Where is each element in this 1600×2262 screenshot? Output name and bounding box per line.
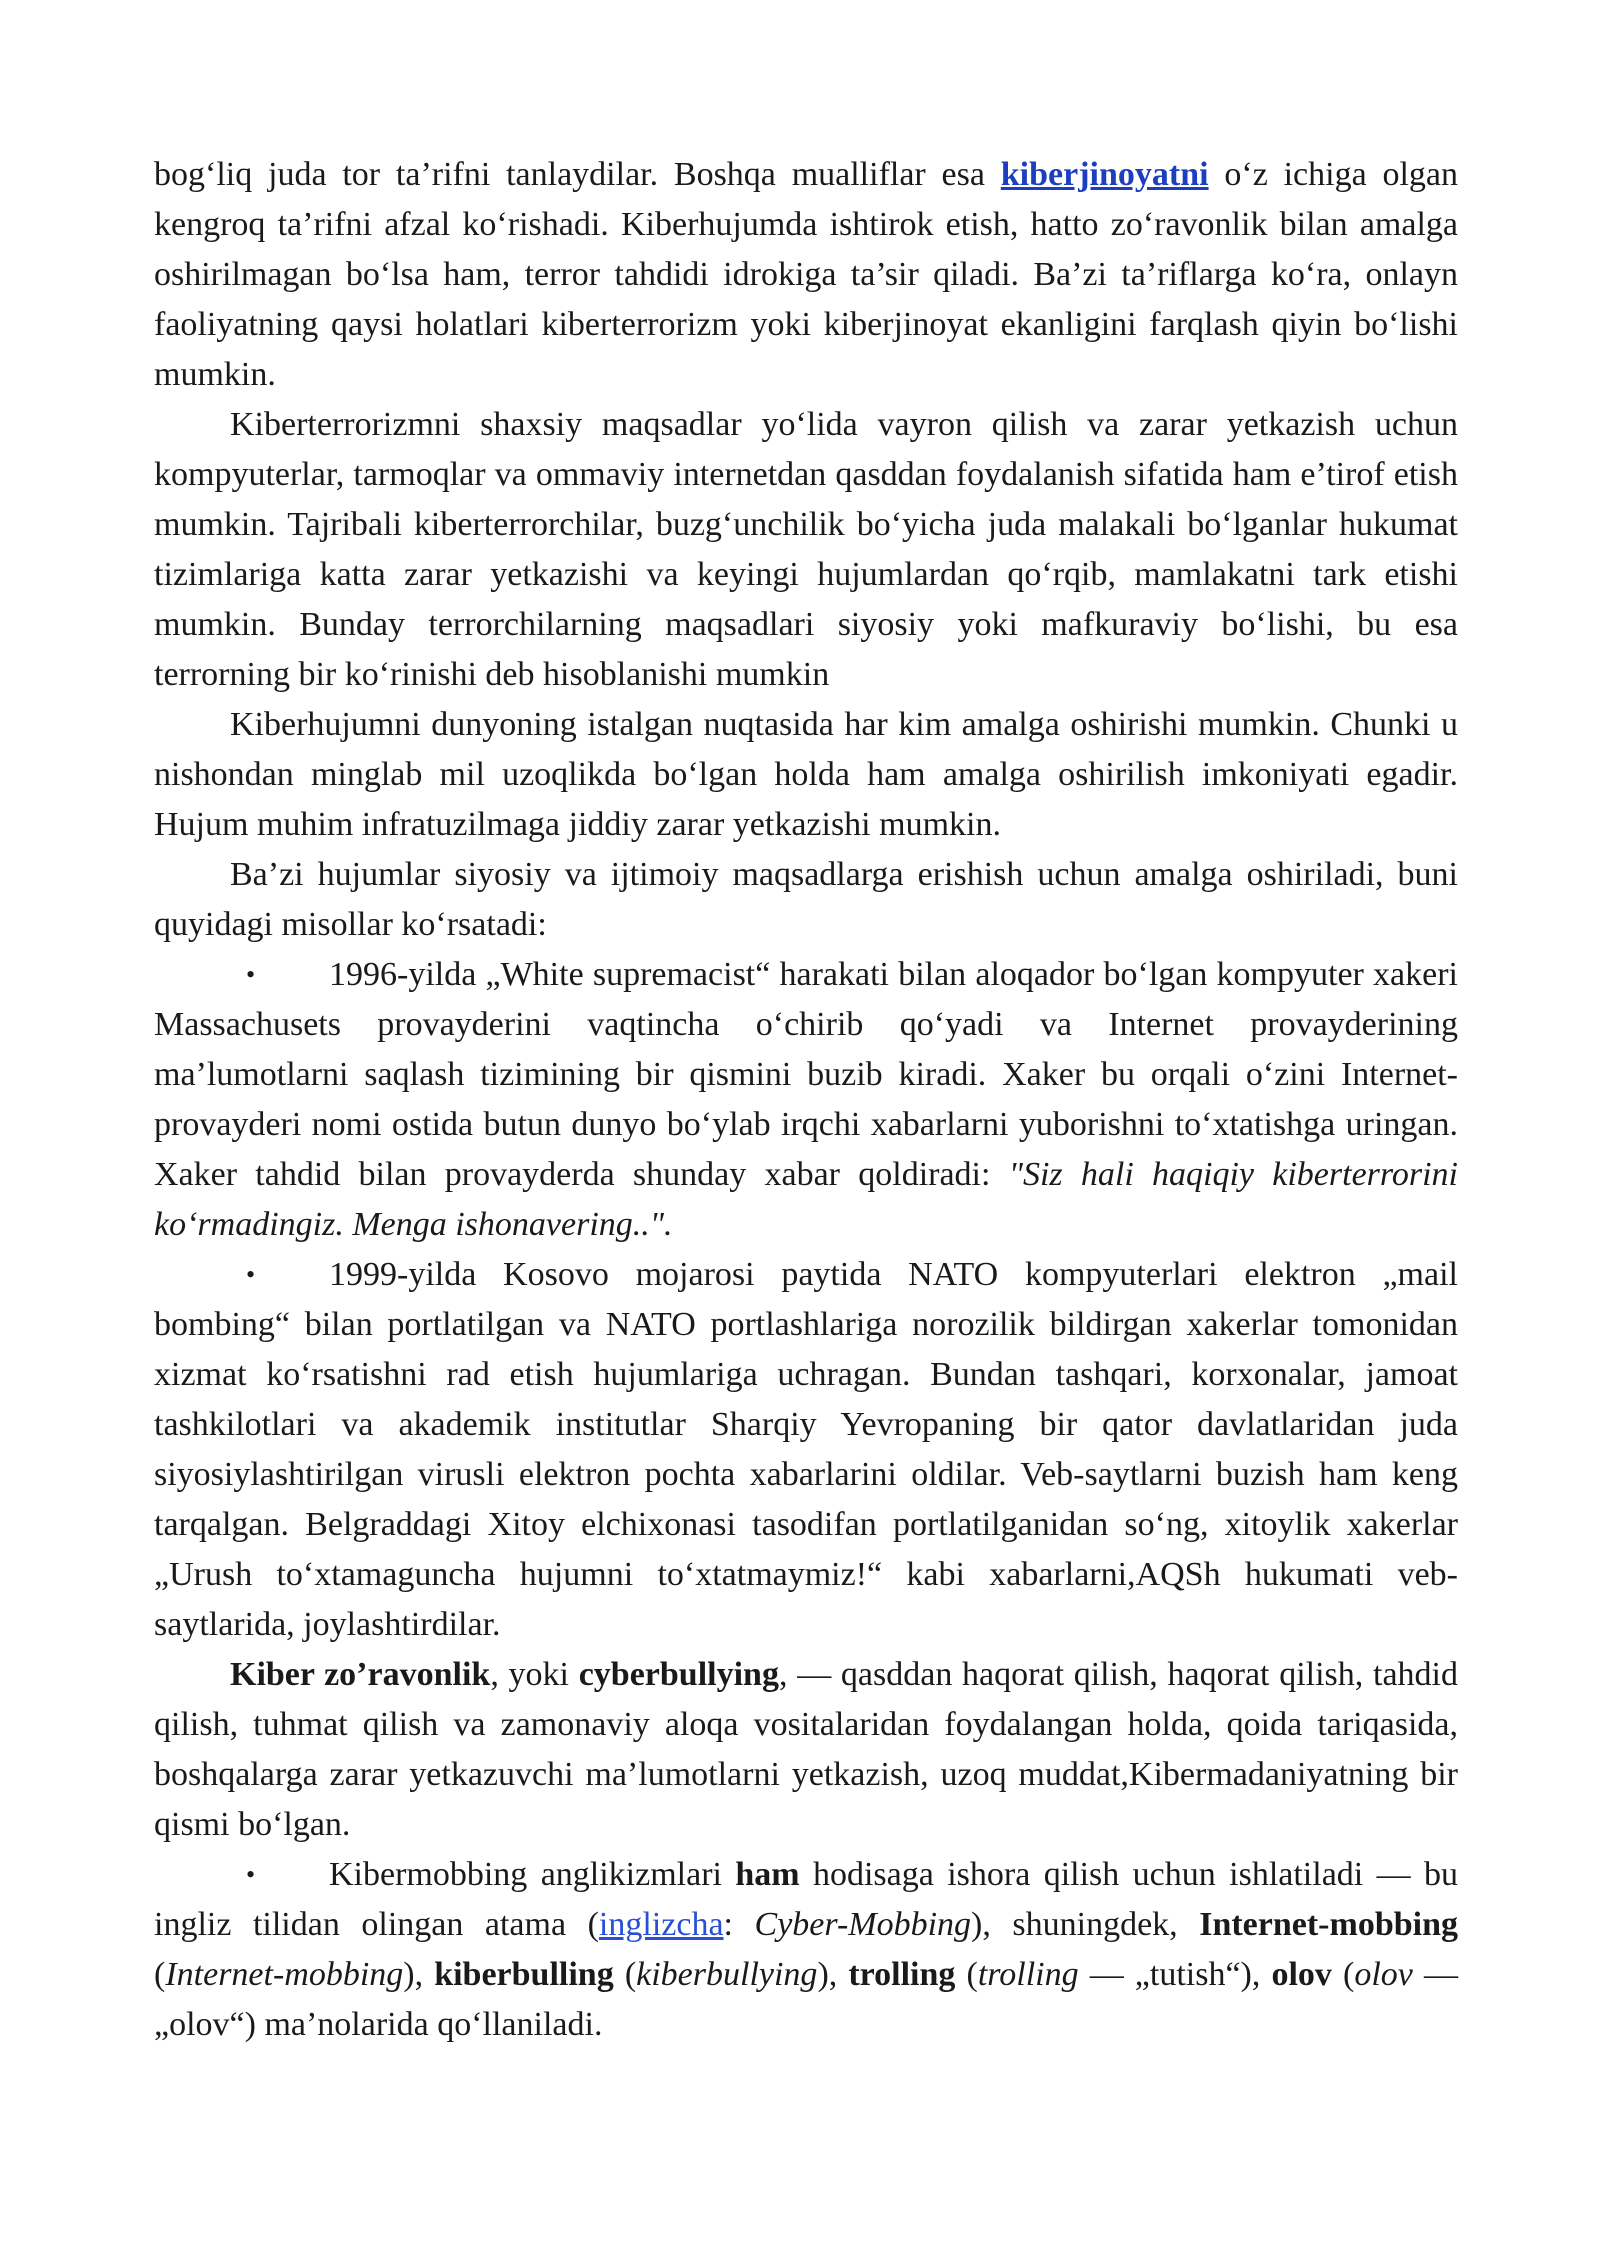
term-kiber-zoravonlik: Kiber zo’ravonlik — [230, 1656, 491, 1693]
paragraph-examples-intro: Ba’zi hujumlar siyosiy va ijtimoiy maqsadlarga erishish uchun amalga oshiriladi, buni quyidagi misollar ko‘rsatadi: — [154, 856, 1458, 943]
paragraph-cyberattack: Kiberhujumni dunyoning istalgan nuqtasida har kim amalga oshirishi mumkin. Chunki u nishondan minglab mil uzoqlikda bo‘lgan holda ham amalga oshirilish imkoniyati egadir. Hujum muhim infratuzilmaga jiddiy zarar yetkazishi mumkin. — [154, 706, 1458, 843]
paragraph-cyberbullying: Kiber zo’ravonlik, yoki cyberbullying, — qasddan haqorat qilish, haqorat qilish, tahdid qilish, tuhmat qilish va zamonaviy aloqa vositalaridan foydalangan holda, qoida tariqasida, boshqalarga zarar yetkazuvchi ma’lumotlarni yetkazish, uzoq muddat,Kibermadaniyatning bir qismi bo‘lgan. — [154, 1656, 1458, 1843]
link-inglizcha[interactable]: inglizcha — [598, 1906, 724, 1943]
bullet-icon: • — [246, 1860, 256, 1889]
paragraph-definition-continuation: bog‘liq juda tor ta’rifni tanlaydilar. Boshqa mualliflar esa kiberjinoyatni o‘z ichiga olgan kengroq ta’rifni afzal ko‘rishadi. Kiberhujumda ishtirok etish, hatto zo‘ravonlik bilan amalga oshirilmagan bo‘lsa ham, terror tahdidi idrokiga ta’sir qiladi. Ba’zi ta’riflarga ko‘ra, onlayn faoliyatning qaysi holatlari kiberterrorizm yoki kiberjinoyat ekanligini farqlash qiyin bo‘lishi mumkin. — [154, 156, 1458, 393]
list-item-1996: • 1996-yilda „White supremacist“ harakati bilan aloqador bo‘lgan kompyuter xakeri Massachusets provayderini vaqtincha o‘chirib qo‘yadi va Internet provayderining ma’lumotlarni saqlash tizimining bir qismini buzib kiradi. Xaker bu orqali o‘zini Internet-provayderi nomi ostida butun dunyo bo‘ylab irqchi xabarlarni yuborishni to‘xtatishga uringan. Xaker tahdid bilan provayderda shunday xabar qoldiradi: "Siz hali haqiqiy kiberterrorini ko‘rmadingiz. Menga ishonavering..". — [154, 950, 1458, 1250]
list-item-kibermobbing: • Kibermobbing anglikizmlari ham hodisaga ishora qilish uchun ishlatiladi — bu ingliz tilidan olingan atama (inglizcha: Cyber-Mobbing), shuningdek, Internet-mobbing (Internet-mobbing), kiberbulling (kiberbullying), trolling (trolling — „tutish“), olov (olov — „olov“) ma’nolarida qo‘llaniladi. — [154, 1850, 1458, 2050]
bullet-icon: • — [246, 1260, 256, 1289]
list-item-1999: • 1999-yilda Kosovo mojarosi paytida NATO kompyuterlari elektron „mail bombing“ bilan portlatilgan va NATO portlashlariga norozilik bildirgan xakerlar tomonidan xizmat ko‘rsatishni rad etish hujumlariga uchragan. Bundan tashqari, korxonalar, jamoat tashkilotlari va akademik institutlar Sharqiy Yevropaning bir qator davlatlaridan juda siyosiylashtirilgan virusli elektron pochta xabarlarini oldilar. Veb-saytlarni buzish ham keng tarqalgan. Belgraddagi Xitoy elchixonasi tasodifan portlatilganidan so‘ng, xitoylik xakerlar „Urush to‘xtamaguncha hujumni to‘xtatmaymiz!“ kabi xabarlarni,AQSh hukumati veb-saytlarida, joylashtirdilar. — [154, 1250, 1458, 1650]
hacker-quote: "Siz hali haqiqiy kiberterrorini ko‘rmadingiz. Menga ishonavering..". — [154, 1156, 1458, 1243]
link-kiberjinoyatni[interactable]: kiberjinoyatni — [1000, 156, 1209, 193]
paragraph-cyberterrorism: Kiberterrorizmni shaxsiy maqsadlar yo‘lida vayron qilish va zarar yetkazish uchun kompyuterlar, tarmoqlar va ommaviy internetdan qasddan foydalanish sifatida ham e’tirof etish mumkin. Tajribali kiberterrorchilar, buzg‘unchilik bo‘yicha juda malakali bo‘lganlar hukumat tizimlariga katta zarar yetkazishi va keyingi hujumlardan qo‘rqib, mamlakatni tark etishi mumkin. Bunday terrorchilarning maqsadlari siyosiy yoki mafkuraviy bo‘lishi, bu esa terrorning bir ko‘rinishi deb hisoblanishi mumkin — [154, 406, 1458, 693]
bullet-icon: • — [246, 960, 256, 989]
term-cyberbullying: cyberbullying — [578, 1656, 779, 1693]
